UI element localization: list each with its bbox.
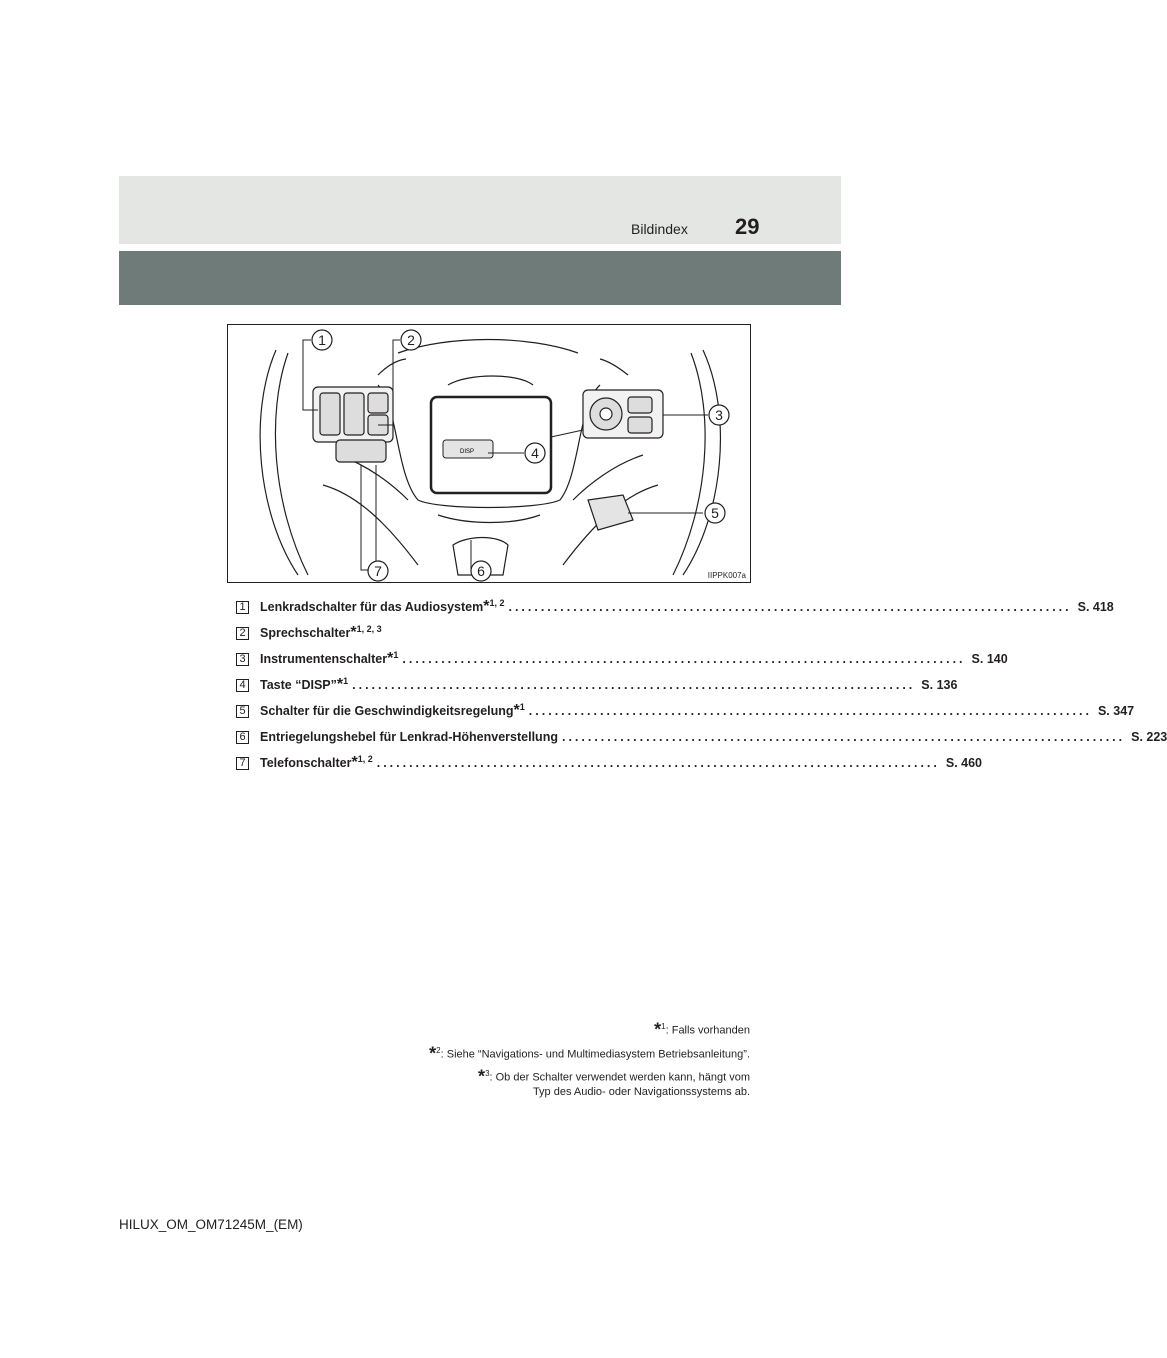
- legend-item: 5 Schalter für die Geschwindigkeitsregelung*$^1$ ....................................................................................... S. 347: [236, 698, 726, 724]
- item-label: Telefonschalter: [260, 756, 352, 771]
- item-number: 1: [236, 601, 249, 614]
- callout-4: 4: [531, 445, 539, 461]
- leader-dots: .......................................................................................: [352, 678, 916, 692]
- item-footnote-ref: 1, 2: [357, 753, 373, 764]
- footnote-text-continued: Typ des Audio- oder Navigationssystems ab.: [532, 1085, 750, 1098]
- item-page-ref[interactable]: S. 136: [921, 678, 958, 692]
- item-number: 4: [236, 679, 249, 692]
- callout-7: 7: [374, 563, 382, 579]
- callout-5: 5: [711, 505, 719, 521]
- item-number: 2: [236, 627, 249, 640]
- leader-dots: .......................................................................................: [528, 704, 1092, 718]
- item-label: Sprechschalter: [260, 626, 351, 641]
- item-footnote-ref: 1, 2: [489, 597, 505, 608]
- item-number: 7: [236, 757, 249, 770]
- item-page-ref[interactable]: S. 223: [1131, 730, 1167, 744]
- item-footnote-ref: 1: [393, 649, 399, 660]
- footnote-mark: 1: [661, 1022, 666, 1031]
- header-band: [119, 176, 841, 244]
- leader-dots: .......................................................................................: [376, 756, 940, 770]
- section-title: Bildindex: [631, 221, 688, 237]
- item-label: Lenkradschalter für das Audiosystem: [260, 600, 484, 615]
- footnote-mark: 2: [436, 1045, 441, 1055]
- leader-dots: .......................................................................................: [561, 730, 1126, 744]
- steering-wheel-figure: [227, 324, 751, 583]
- legend-item: 7 Telefonschalter*$^{1, 2}$ ....................................................................................... S. 460: [236, 750, 726, 776]
- callout-2: 2: [407, 332, 415, 348]
- item-label: Taste “DISP”: [260, 678, 337, 693]
- callout-6: 6: [477, 563, 485, 579]
- item-number: 5: [236, 705, 249, 718]
- item-footnote-ref: 1: [343, 675, 349, 686]
- footnote-text: : Falls vorhanden: [665, 1024, 750, 1037]
- item-label: Instrumentenschalter: [260, 652, 388, 667]
- item-number: 6: [236, 731, 249, 744]
- item-page-ref[interactable]: S. 140: [971, 652, 1008, 666]
- item-footnote-ref: 1: [519, 701, 525, 712]
- legend-list: [236, 594, 1167, 776]
- section-divider-band: [119, 251, 841, 305]
- legend-item: [236, 724, 1167, 750]
- leader-dots: .......................................................................................: [402, 652, 966, 666]
- legend-item: 4 Taste “DISP”*$^1$ ....................................................................................... S. 136: [236, 672, 726, 698]
- item-page-ref[interactable]: S. 347: [1097, 704, 1135, 718]
- legend-item: 2 Sprechschalter*$^{1, 2, 3}$: [236, 620, 726, 646]
- item-page-ref[interactable]: S. 418: [1077, 600, 1114, 614]
- item-number: 3: [236, 653, 249, 666]
- item-footnote-ref: 1, 2, 3: [356, 623, 382, 634]
- item-label: Schalter für die Geschwindigkeitsregelung: [260, 704, 514, 719]
- document-code: HILUX_OM_OM71245M_(EM): [119, 1217, 303, 1232]
- footnotes: [290, 1020, 750, 1105]
- footnote: *$^1$: Falls vorhanden: [654, 1019, 750, 1040]
- item-label: Entriegelungshebel für Lenkrad-Höhenverstellung: [260, 730, 558, 744]
- footnote: *$^2$: Siehe “Navigations- und Multimediasystem Betriebsanleitung”.: [429, 1043, 750, 1064]
- page-number: 29: [735, 214, 760, 239]
- legend-item: 3 Instrumentenschalter*$^1$ ....................................................................................... S. 140: [236, 646, 726, 672]
- item-page-ref[interactable]: S. 460: [945, 756, 983, 770]
- callout-3: 3: [715, 407, 723, 423]
- callout-1: 1: [318, 332, 326, 348]
- footnote: *$^3$: Ob der Schalter verwendet werden kann, hängt vom Typ des Audio- oder Navigationssystems ab.: [478, 1066, 750, 1098]
- figure-code: IIPPK007a: [707, 571, 746, 580]
- steering-wheel-illustration: [228, 325, 750, 582]
- footnote-mark: 3: [485, 1069, 490, 1079]
- footnote-text: : Siehe “Navigations- und Multimediasystem Betriebsanleitung”.: [440, 1048, 750, 1061]
- leader-dots: .......................................................................................: [508, 600, 1072, 614]
- disp-label: DISP: [460, 449, 475, 455]
- footnote-text: : Ob der Schalter verwendet werden kann, hängt vom: [489, 1071, 750, 1084]
- legend-item: 1 Lenkradschalter für das Audiosystem*$^{1, 2}$ ....................................................................................... S. 418: [236, 594, 726, 620]
